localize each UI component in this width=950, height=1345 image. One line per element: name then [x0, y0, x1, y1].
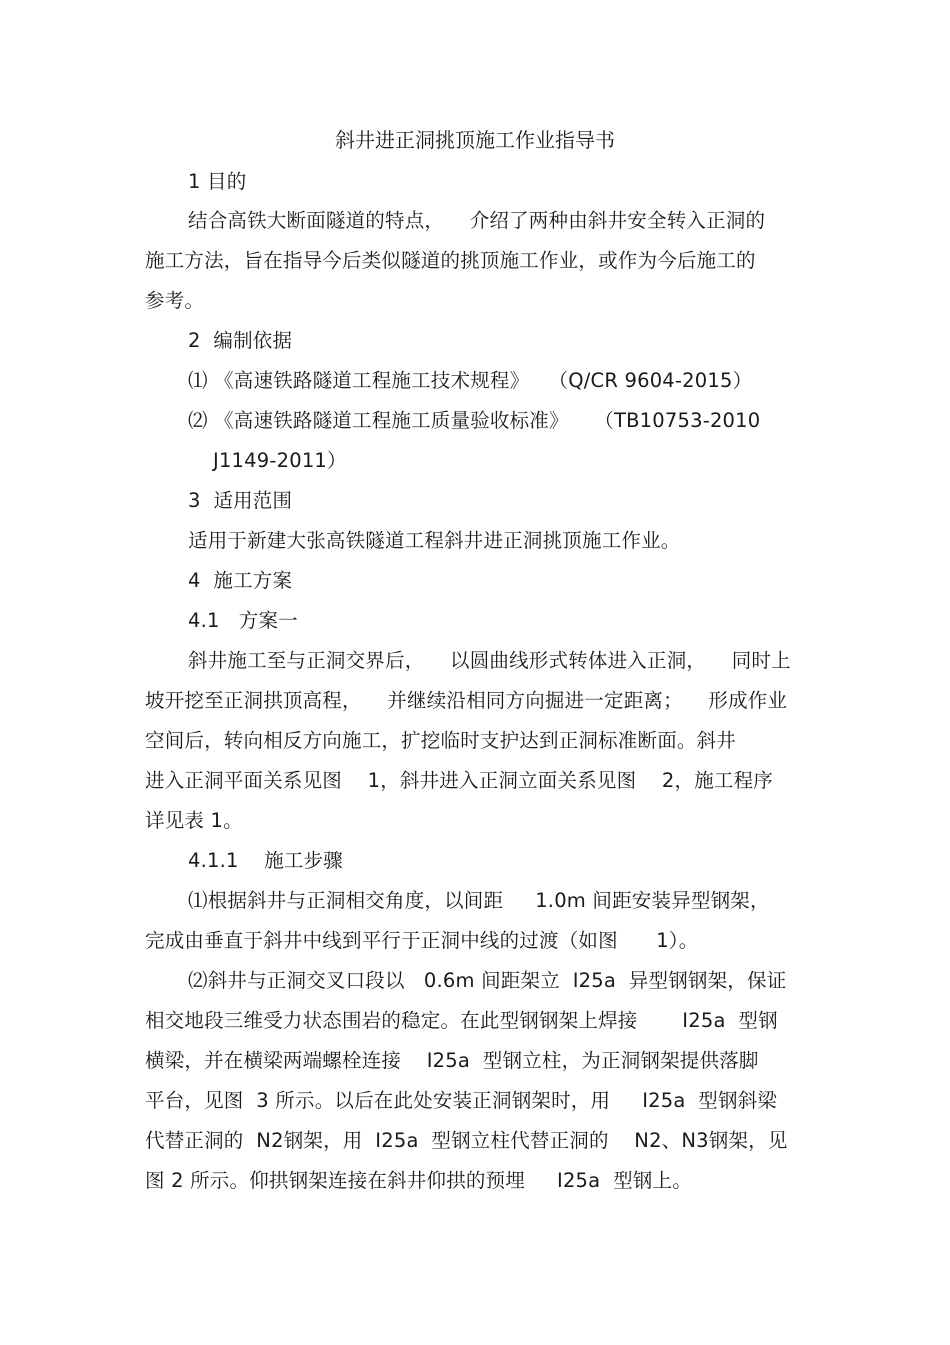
paragraph-line: 横梁，并在横梁两端螺栓连接 I25a 型钢立柱，为正洞钢架提供落脚 [145, 1049, 759, 1072]
heading-steps: 4.1.1 施工步骤 [188, 849, 344, 872]
paragraph-line: 适用于新建大张高铁隧道工程斜井进正洞挑顶施工作业。 [188, 529, 681, 552]
paragraph-line: 斜井施工至与正洞交界后， 以圆曲线形式转体进入正洞， 同时上 [188, 649, 791, 672]
paragraph-line: 详见表 1。 [145, 809, 243, 832]
paragraph-line: ⑵斜井与正洞交叉口段以 0.6m 间距架立 I25a 异型钢钢架，保证 [188, 969, 787, 992]
heading-plan-one: 4.1 方案一 [188, 609, 298, 632]
paragraph-line: 参考。 [145, 289, 205, 312]
heading-purpose: 1 目的 [188, 170, 247, 193]
paragraph-line: 结合高铁大断面隧道的特点， 介绍了两种由斜井安全转入正洞的 [188, 209, 766, 232]
paragraph-line: 代替正洞的 N2钢架，用 I25a 型钢立柱代替正洞的 N2、N3钢架，见 [145, 1129, 788, 1152]
paragraph-line: 进入正洞平面关系见图 1，斜井进入正洞立面关系见图 2，施工程序 [145, 769, 774, 792]
reference-item: ⑵ 《高速铁路隧道工程施工质量验收标准》 （TB10753-2010 [188, 409, 761, 432]
paragraph-line: 空间后，转向相反方向施工，扩挖临时支护达到正洞标准断面。斜井 [145, 729, 737, 752]
paragraph-line: 相交地段三维受力状态围岩的稳定。在此型钢钢架上焊接 I25a 型钢 [145, 1009, 778, 1032]
heading-plan: 4 施工方案 [188, 569, 293, 592]
paragraph-line: ⑴根据斜井与正洞相交角度，以间距 1.0m 间距安装异型钢架， [188, 889, 770, 912]
paragraph-line: 完成由垂直于斜井中线到平行于正洞中线的过渡（如图 1）。 [145, 929, 699, 952]
paragraph-line: 图 2 所示。仰拱钢架连接在斜井仰拱的预埋 I25a 型钢上。 [145, 1169, 692, 1192]
heading-basis: 2 编制依据 [188, 329, 293, 352]
reference-item-cont: J1149-2011） [213, 449, 347, 472]
paragraph-line: 平台，见图 3 所示。以后在此处安装正洞钢架时，用 I25a 型钢斜梁 [145, 1089, 778, 1112]
heading-scope: 3 适用范围 [188, 489, 293, 512]
document-title: 斜井进正洞挑顶施工作业指导书 [335, 128, 615, 152]
paragraph-line: 施工方法，旨在指导今后类似隧道的挑顶施工作业，或作为今后施工的 [145, 249, 756, 272]
reference-item: ⑴ 《高速铁路隧道工程施工技术规程》 （Q/CR 9604-2015） [188, 369, 753, 392]
paragraph-line: 坡开挖至正洞拱顶高程， 并继续沿相同方向掘进一定距离； 形成作业 [145, 689, 788, 712]
